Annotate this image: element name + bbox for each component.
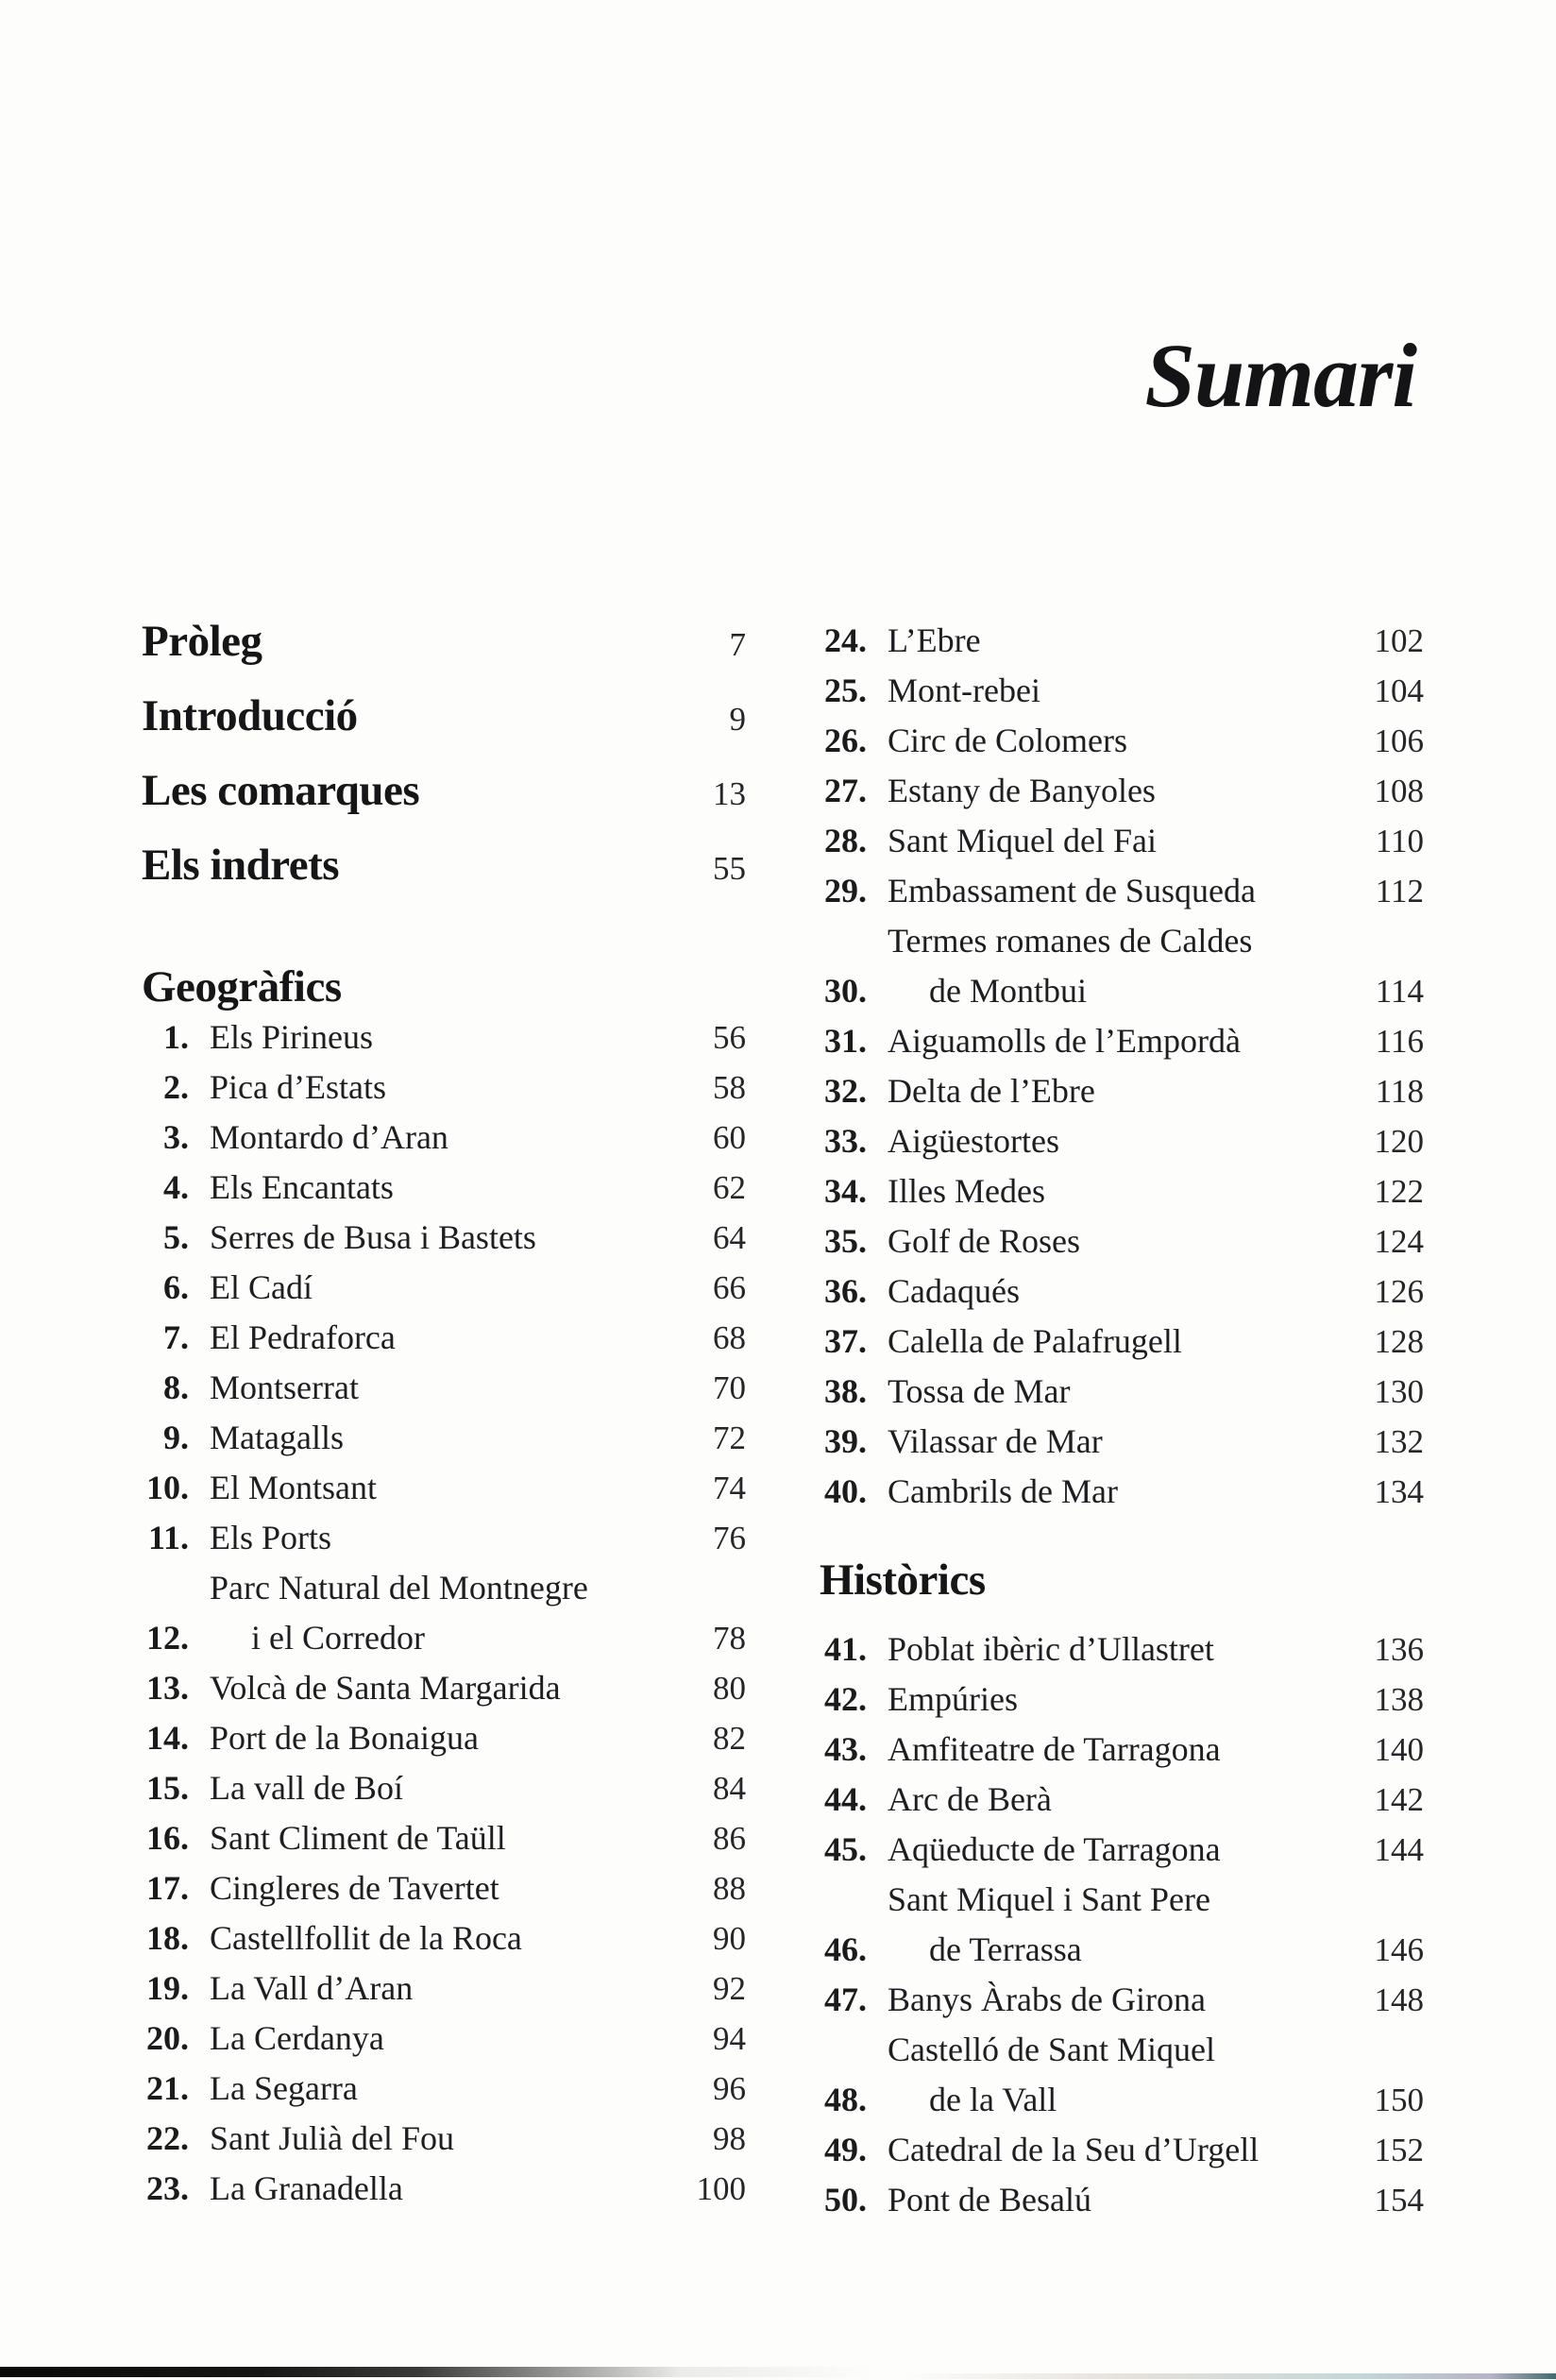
entry-number: 6. xyxy=(163,1268,189,1306)
entry-title: La vall de Boí xyxy=(210,1769,403,1807)
entry-page-number: 98 xyxy=(713,2120,746,2157)
entry-page-number: 124 xyxy=(1374,1223,1424,1260)
entry-number: 16. xyxy=(146,1819,189,1857)
entry-title: Montardo d’Aran xyxy=(210,1118,448,1156)
entry-number: 50. xyxy=(824,2181,867,2218)
toc-entry xyxy=(820,1367,1424,1417)
entry-title: El Cadí xyxy=(210,1268,313,1306)
entry-number: 3. xyxy=(163,1118,189,1156)
toc-entry xyxy=(820,666,1424,716)
entry-page-number: 76 xyxy=(713,1520,746,1556)
entry-number: 47. xyxy=(824,1980,867,2018)
entry-page-number: 82 xyxy=(713,1720,746,1757)
toc-entry xyxy=(820,2025,1424,2125)
entry-title: Poblat ibèric d’Ullastret xyxy=(888,1630,1214,1668)
toc-entry xyxy=(820,1674,1424,1725)
section-page-number: 13 xyxy=(713,775,746,812)
entry-title: Golf de Roses xyxy=(888,1222,1080,1260)
entry-title: Banys Àrabs de Girona xyxy=(888,1980,1206,2018)
toc-entry xyxy=(820,2175,1424,2225)
entry-page-number: 114 xyxy=(1375,973,1424,1010)
entry-number: 49. xyxy=(824,2131,867,2168)
entry-number: 2. xyxy=(163,1068,189,1106)
entry-page-number: 142 xyxy=(1374,1781,1424,1818)
entry-number: 27. xyxy=(824,772,867,809)
entry-page-number: 88 xyxy=(713,1870,746,1907)
entry-title: Estany de Banyoles xyxy=(888,772,1156,809)
toc-entry xyxy=(142,2014,746,2064)
entry-title: El Montsant xyxy=(210,1469,377,1506)
entry-page-number: 110 xyxy=(1375,823,1424,859)
entry-title: Sant Climent de Taüll xyxy=(210,1819,506,1857)
section-entry xyxy=(142,690,746,741)
entry-number: 13. xyxy=(146,1669,189,1707)
entry-title: Amfiteatre de Tarragona xyxy=(888,1730,1221,1768)
entry-page-number: 108 xyxy=(1374,773,1424,809)
entry-number: 23. xyxy=(146,2169,189,2207)
entry-number: 15. xyxy=(146,1769,189,1807)
entry-title: Sant Julià del Fou xyxy=(210,2119,454,2157)
toc-entry xyxy=(820,1016,1424,1066)
toc-entry xyxy=(820,1624,1424,1674)
toc-entry xyxy=(820,816,1424,866)
entry-page-number: 104 xyxy=(1374,672,1424,709)
entry-number: 12. xyxy=(146,1619,189,1657)
entry-page-number: 86 xyxy=(713,1820,746,1857)
entry-number: 20. xyxy=(146,2019,189,2057)
entry-number: 42. xyxy=(824,1680,867,1718)
entry-title: Empúries xyxy=(888,1680,1018,1718)
entry-title: Pica d’Estats xyxy=(210,1068,386,1106)
entry-number: 43. xyxy=(824,1730,867,1768)
entry-page-number: 134 xyxy=(1374,1473,1424,1510)
entry-title: Cadaqués xyxy=(888,1272,1020,1310)
entry-title: Castellfollit de la Roca xyxy=(210,1919,522,1957)
entry-page-number: 100 xyxy=(696,2170,746,2207)
entry-number: 31. xyxy=(824,1022,867,1060)
entry-page-number: 138 xyxy=(1374,1681,1424,1718)
group-heading-geografics: Geogràfics xyxy=(142,962,342,1012)
toc-entry xyxy=(142,1913,746,1964)
entry-title: Vilassar de Mar xyxy=(888,1422,1103,1460)
entry-page-number: 132 xyxy=(1374,1423,1424,1460)
entry-page-number: 72 xyxy=(713,1420,746,1456)
entry-page-number: 154 xyxy=(1374,2182,1424,2218)
toc-entry xyxy=(142,1062,746,1113)
entry-page-number: 152 xyxy=(1374,2132,1424,2168)
entry-title: El Pedraforca xyxy=(210,1318,396,1356)
group-heading-historics: Històrics xyxy=(820,1556,986,1605)
entry-number: 5. xyxy=(163,1218,189,1256)
entry-page-number: 112 xyxy=(1375,873,1424,910)
entry-title: L’Ebre xyxy=(888,621,981,659)
toc-entry xyxy=(142,1463,746,1513)
entry-number: 25. xyxy=(824,672,867,709)
toc-right-column xyxy=(820,616,1424,2225)
toc-entry xyxy=(820,866,1424,916)
toc-entry xyxy=(142,1263,746,1313)
entry-number: 17. xyxy=(146,1869,189,1907)
entry-number: 10. xyxy=(146,1469,189,1506)
entry-number: 11. xyxy=(147,1519,189,1556)
entry-title: La Granadella xyxy=(210,2169,403,2207)
scan-edge-artifact-left xyxy=(0,2367,871,2377)
entry-page-number: 56 xyxy=(713,1019,746,1056)
entry-page-number: 148 xyxy=(1374,1981,1424,2018)
toc-entry xyxy=(820,1066,1424,1116)
toc-entry xyxy=(820,916,1424,1016)
toc-entry xyxy=(142,1713,746,1763)
entry-page-number: 66 xyxy=(713,1269,746,1306)
entry-page-number: 92 xyxy=(713,1970,746,2007)
section-entry xyxy=(142,840,746,891)
entry-title: Castelló de Sant Miquel de la Vall xyxy=(888,2031,1215,2118)
entry-page-number: 116 xyxy=(1375,1023,1424,1060)
entry-number: 37. xyxy=(824,1322,867,1360)
toc-entry xyxy=(820,716,1424,766)
entry-number: 36. xyxy=(824,1272,867,1310)
section-page-number: 7 xyxy=(729,626,746,663)
toc-entry xyxy=(820,1216,1424,1266)
entry-title: Pont de Besalú xyxy=(888,2181,1091,2218)
section-entry xyxy=(142,765,746,816)
entry-number: 35. xyxy=(824,1222,867,1260)
toc-entry xyxy=(142,1563,746,1663)
entry-page-number: 106 xyxy=(1374,722,1424,759)
entry-page-number: 64 xyxy=(713,1219,746,1256)
entry-title: Volcà de Santa Margarida xyxy=(210,1669,561,1707)
entry-title: Els Ports xyxy=(210,1519,332,1556)
entry-number: 41. xyxy=(824,1630,867,1668)
entry-title: Matagalls xyxy=(210,1419,344,1456)
entry-page-number: 128 xyxy=(1374,1323,1424,1360)
entry-title: Aiguamolls de l’Empordà xyxy=(888,1022,1241,1060)
toc-entry xyxy=(820,1725,1424,1775)
entry-page-number: 60 xyxy=(713,1119,746,1156)
entry-page-number: 84 xyxy=(713,1770,746,1807)
entry-title: Illes Medes xyxy=(888,1172,1045,1210)
entry-title: Calella de Palafrugell xyxy=(888,1322,1182,1360)
toc-entry xyxy=(820,1317,1424,1367)
entry-number: 48. xyxy=(824,2081,867,2118)
toc-entry xyxy=(142,1964,746,2014)
entry-page-number: 96 xyxy=(713,2070,746,2107)
entry-number: 29. xyxy=(824,872,867,910)
section-label: Pròleg xyxy=(142,617,262,666)
section-entry xyxy=(142,616,746,667)
toc-entry xyxy=(142,1413,746,1463)
toc-entry xyxy=(142,1313,746,1363)
toc-entry xyxy=(142,2164,746,2214)
entry-title: Tossa de Mar xyxy=(888,1372,1071,1410)
toc-entry xyxy=(820,1417,1424,1467)
geografics-list xyxy=(142,1012,746,2214)
toc-entry xyxy=(142,2064,746,2114)
entry-title: Delta de l’Ebre xyxy=(888,1072,1095,1110)
section-page-number: 55 xyxy=(713,850,746,887)
entry-title: Montserrat xyxy=(210,1368,359,1406)
entry-title: Els Pirineus xyxy=(210,1018,374,1056)
entry-title: Serres de Busa i Bastets xyxy=(210,1218,536,1256)
entry-number: 30. xyxy=(824,972,867,1010)
entry-title: Aigüestortes xyxy=(888,1122,1059,1160)
section-label: Els indrets xyxy=(142,841,340,890)
entry-number: 38. xyxy=(824,1372,867,1410)
entry-number: 32. xyxy=(824,1072,867,1110)
toc-entry xyxy=(820,1975,1424,2025)
scan-edge-artifact-right xyxy=(903,2373,1556,2379)
entry-title: Els Encantats xyxy=(210,1168,394,1206)
toc-entry xyxy=(820,1166,1424,1216)
entry-page-number: 90 xyxy=(713,1920,746,1957)
toc-entry xyxy=(142,1513,746,1563)
geografics-list-continued xyxy=(820,616,1424,1517)
entry-page-number: 58 xyxy=(713,1069,746,1106)
entry-title: Cambrils de Mar xyxy=(888,1472,1118,1510)
historics-list xyxy=(820,1624,1424,2225)
entry-number: 46. xyxy=(824,1930,867,1968)
toc-entry xyxy=(142,1813,746,1863)
entry-number: 40. xyxy=(824,1472,867,1510)
entry-title: Catedral de la Seu d’Urgell xyxy=(888,2131,1260,2168)
section-page-number: 9 xyxy=(729,701,746,738)
entry-number: 24. xyxy=(824,621,867,659)
toc-entry xyxy=(820,1825,1424,1875)
section-label: Les comarques xyxy=(142,766,420,815)
entry-title: La Cerdanya xyxy=(210,2019,384,2057)
entry-title: Embassament de Susqueda xyxy=(888,872,1256,910)
entry-page-number: 150 xyxy=(1374,2082,1424,2118)
entry-page-number: 74 xyxy=(713,1470,746,1506)
toc-entry xyxy=(142,1012,746,1062)
entry-page-number: 122 xyxy=(1374,1173,1424,1210)
entry-number: 1. xyxy=(163,1018,189,1056)
entry-page-number: 68 xyxy=(713,1319,746,1356)
entry-page-number: 80 xyxy=(713,1670,746,1707)
entry-number: 19. xyxy=(146,1969,189,2007)
toc-entry xyxy=(142,1213,746,1263)
section-list xyxy=(142,616,746,891)
entry-page-number: 70 xyxy=(713,1369,746,1406)
toc-entry xyxy=(820,1266,1424,1317)
entry-number: 26. xyxy=(824,722,867,759)
toc-entry xyxy=(820,616,1424,666)
section-label: Introducció xyxy=(142,691,358,740)
entry-page-number: 144 xyxy=(1374,1831,1424,1868)
toc-entry xyxy=(820,1875,1424,1975)
entry-number: 39. xyxy=(824,1422,867,1460)
entry-number: 4. xyxy=(163,1168,189,1206)
entry-page-number: 78 xyxy=(713,1620,746,1657)
entry-number: 34. xyxy=(824,1172,867,1210)
entry-page-number: 146 xyxy=(1374,1931,1424,1968)
entry-title: Parc Natural del Montnegre i el Corredor xyxy=(210,1569,588,1657)
toc-entry xyxy=(820,2125,1424,2175)
entry-title: Sant Miquel i Sant Pere de Terrassa xyxy=(888,1880,1210,1968)
toc-entry xyxy=(142,1663,746,1713)
entry-title: Aqüeducte de Tarragona xyxy=(888,1830,1221,1868)
toc-left-column xyxy=(142,616,746,2214)
entry-number: 22. xyxy=(146,2119,189,2157)
entry-number: 21. xyxy=(146,2069,189,2107)
entry-page-number: 136 xyxy=(1374,1631,1424,1668)
toc-entry xyxy=(142,1113,746,1163)
entry-page-number: 140 xyxy=(1374,1731,1424,1768)
entry-number: 44. xyxy=(824,1780,867,1818)
toc-entry xyxy=(820,1116,1424,1166)
entry-page-number: 94 xyxy=(713,2020,746,2057)
entry-page-number: 102 xyxy=(1374,622,1424,659)
toc-entry xyxy=(142,1163,746,1213)
entry-page-number: 120 xyxy=(1374,1123,1424,1160)
entry-title: Port de la Bonaigua xyxy=(210,1719,479,1757)
toc-entry xyxy=(142,1763,746,1813)
toc-entry xyxy=(142,1363,746,1413)
entry-page-number: 130 xyxy=(1374,1373,1424,1410)
toc-entry xyxy=(142,1863,746,1913)
entry-title: La Segarra xyxy=(210,2069,358,2107)
entry-number: 7. xyxy=(163,1318,189,1356)
toc-entry xyxy=(820,1467,1424,1517)
entry-number: 45. xyxy=(824,1830,867,1868)
entry-page-number: 62 xyxy=(713,1169,746,1206)
toc-entry xyxy=(142,2114,746,2164)
entry-title: Termes romanes de Caldes de Montbui xyxy=(888,922,1253,1010)
entry-title: Mont-rebei xyxy=(888,672,1040,709)
entry-title: Arc de Berà xyxy=(888,1780,1052,1818)
toc-entry xyxy=(820,766,1424,816)
entry-title: Sant Miquel del Fai xyxy=(888,822,1157,859)
entry-page-number: 126 xyxy=(1374,1273,1424,1310)
entry-number: 8. xyxy=(163,1368,189,1406)
entry-title: La Vall d’Aran xyxy=(210,1969,414,2007)
entry-page-number: 118 xyxy=(1375,1073,1424,1110)
page-title: Sumari xyxy=(1144,325,1416,426)
entry-number: 9. xyxy=(163,1419,189,1456)
entry-number: 33. xyxy=(824,1122,867,1160)
entry-number: 18. xyxy=(146,1919,189,1957)
entry-number: 14. xyxy=(146,1719,189,1757)
entry-title: Circ de Colomers xyxy=(888,722,1127,759)
entry-title: Cingleres de Tavertet xyxy=(210,1869,499,1907)
entry-number: 28. xyxy=(824,822,867,859)
toc-entry xyxy=(820,1775,1424,1825)
